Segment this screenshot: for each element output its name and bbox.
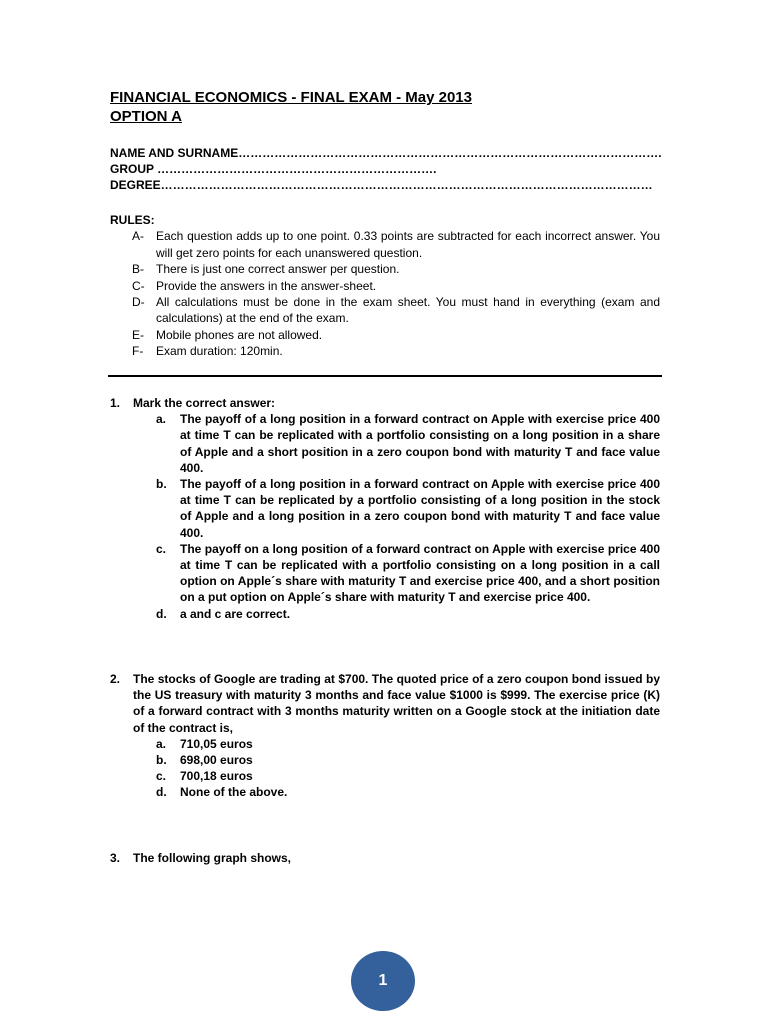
name-field: NAME AND SURNAME……………………………………………………………………………………………. [110, 146, 662, 160]
option-letter: b. [156, 477, 167, 492]
answer-option [156, 784, 660, 800]
rule-text: Exam duration: 120min. [156, 344, 283, 359]
question-3 [110, 850, 660, 866]
rule-item [110, 228, 660, 261]
answer-option [156, 768, 660, 784]
rule-text: All calculations must be done in the exam sheet. You must hand in everything (exam and calculations) at the end of the exam. [156, 295, 660, 326]
option-text: The payoff of a long position in a forward contract on Apple with exercise price 400 at time T can be replicated with a portfolio consisting on a long position in a share of Apple and a short position in a zero coupon bond with maturity T and face value 400. [180, 412, 660, 475]
option-text: The payoff of a long position in a forward contract on Apple with exercise price 400 at time T can be replicated by a portfolio consisting of a long position in the stock of Apple and a long position in a zero coupon bond with maturity T and face value 400. [180, 477, 660, 540]
rule-letter: F- [132, 344, 144, 359]
rule-letter: D- [132, 295, 145, 310]
rule-item [110, 327, 660, 343]
rule-text: Provide the answers in the answer-sheet. [156, 278, 377, 293]
rule-item [110, 343, 660, 359]
rule-text: Mobile phones are not allowed. [156, 327, 323, 342]
question-number: 2. [110, 672, 121, 686]
answer-option [156, 411, 660, 476]
rule-item [110, 261, 660, 277]
option-text: The payoff on a long position of a forward contract on Apple with exercise price 400 at time T can be replicated with a portfolio consisting on a long position in a call option on Apple´s share with maturity T and exercise price 400, and a short position on a put option on Apple´s share with maturity T and exercise price 400. [180, 541, 660, 605]
option-letter: d. [156, 606, 167, 621]
rule-letter: E- [132, 327, 144, 342]
option-letter: d. [156, 785, 167, 800]
student-fields [110, 145, 662, 193]
option-text: 710,05 euros [180, 736, 253, 751]
exam-title [110, 88, 472, 126]
rule-letter: A- [132, 229, 144, 244]
option-letter: c. [156, 769, 167, 784]
question-number: 1. [110, 396, 121, 410]
answer-option [156, 541, 660, 606]
rule-item [110, 278, 660, 294]
answer-option [156, 606, 660, 622]
rule-text: Each question adds up to one point. 0.33 points are subtracted for each incorrect answer. You will get zero points for each unanswered question. [156, 229, 660, 260]
answer-option [156, 752, 660, 768]
rules-heading: RULES: [110, 213, 155, 227]
option-letter: a. [156, 412, 167, 427]
rule-letter: B- [132, 262, 144, 277]
option-letter: c. [156, 541, 167, 556]
option-text: None of the above. [180, 785, 288, 800]
rules-section [110, 212, 660, 360]
title-line-1: FINANCIAL ECONOMICS - FINAL EXAM - May 2013 [110, 89, 472, 106]
group-field: GROUP ……………………………………………………………. [110, 162, 437, 176]
degree-field: DEGREE…………………………………………………………………………………………………………… [110, 178, 653, 192]
option-text: a and c are correct. [180, 606, 291, 621]
option-text: 698,00 euros [180, 753, 253, 768]
answer-option [156, 736, 660, 752]
rule-text: There is just one correct answer per question. [156, 262, 400, 277]
option-letter: b. [156, 753, 167, 768]
question-text: The following graph shows, [133, 851, 291, 865]
question-text: Mark the correct answer: [133, 396, 276, 410]
title-line-2: OPTION A [110, 108, 182, 125]
question-2 [110, 671, 660, 801]
rule-item [110, 294, 660, 327]
question-1 [110, 395, 660, 622]
answer-option [156, 476, 660, 541]
question-number: 3. [110, 851, 121, 865]
rule-letter: C- [132, 278, 145, 293]
option-text: 700,18 euros [180, 769, 253, 784]
option-letter: a. [156, 736, 167, 751]
question-text: The stocks of Google are trading at $700. The quoted price of a zero coupon bond issued by the US treasury with maturity 3 months and face value $1000 is $999. The exercise price (K) of a forward contract with 3 months maturity written on a Google stock at the initiation date of the contract is, [133, 672, 660, 735]
page-number: 1 [378, 972, 388, 989]
section-divider [108, 375, 662, 377]
page-number-badge [351, 951, 415, 1011]
